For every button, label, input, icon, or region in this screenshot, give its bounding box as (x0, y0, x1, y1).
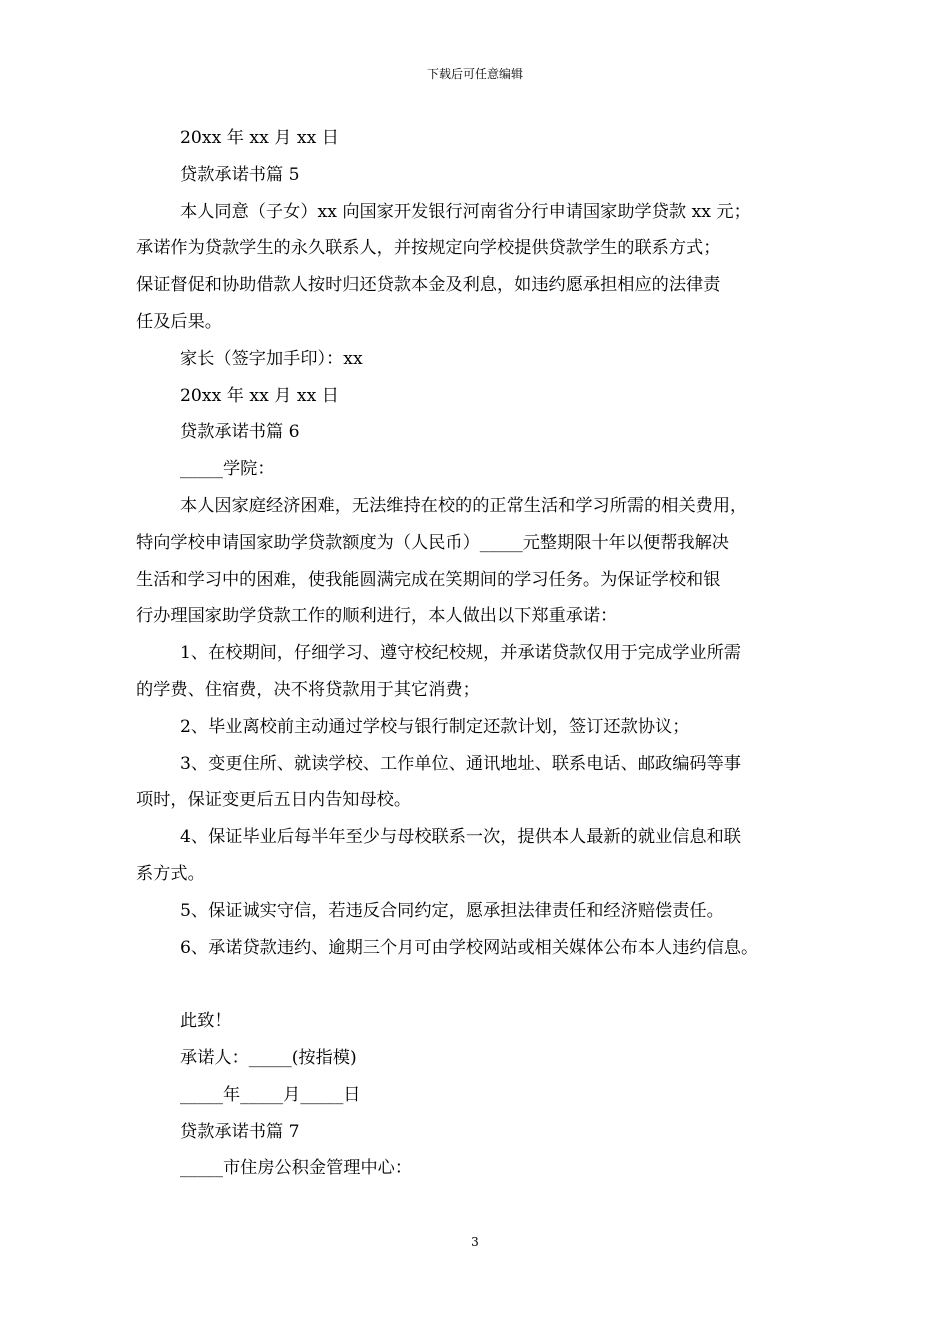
text-line: 生活和学习中的困难，使我能圆满完成在笑期间的学习任务。为保证学校和银 (136, 569, 721, 590)
text-line: 1、在校期间，仔细学习、遵守校纪校规，并承诺贷款仅用于完成学业所需 (180, 643, 741, 664)
text-line: 特向学校申请国家助学贷款额度为（人民币）_____元整期限十年以便帮我解决 (136, 532, 729, 553)
text-line: 本人因家庭经济困难，无法维持在校的的正常生活和学习所需的相关费用， (180, 495, 748, 516)
text-line: 任及后果。 (136, 311, 222, 332)
text-line: 6、承诺贷款违约、逾期三个月可由学校网站或相关媒体公布本人违约信息。 (180, 937, 759, 958)
text-line: 承诺作为贷款学生的永久联系人，并按规定向学校提供贷款学生的联系方式； (136, 238, 721, 259)
text-line: 此致！ (180, 1011, 232, 1032)
text-line: _____市住房公积金管理中心： (180, 1158, 413, 1179)
text-line: 贷款承诺书篇 7 (180, 1121, 300, 1142)
text-line: 3、变更住所、就读学校、工作单位、通讯地址、联系电话、邮政编码等事 (180, 753, 741, 774)
text-line: 5、保证诚实守信，若违反合同约定，愿承担法律责任和经济赔偿责任。 (180, 900, 724, 921)
text-line: 的学费、住宿费，决不将贷款用于其它消费； (136, 679, 480, 700)
blank-line (136, 966, 826, 1003)
text-line: 项时，保证变更后五日内告知母校。 (136, 790, 412, 811)
text-line: 保证督促和协助借款人按时归还贷款本金及利息，如违约愿承担相应的法律责 (136, 275, 721, 296)
text-line: 家长（签字加手印）：xx (180, 348, 363, 369)
text-line: 系方式。 (136, 863, 205, 884)
text-line: 4、保证毕业后每半年至少与母校联系一次，提供本人最新的就业信息和联 (180, 827, 741, 848)
page-number: 3 (471, 1235, 479, 1249)
text-line: _____学院： (180, 459, 275, 480)
text-line: 2、毕业离校前主动通过学校与银行制定还款计划，签订还款协议； (180, 716, 690, 737)
page-header: 下载后可任意编辑 (426, 67, 523, 81)
text-line: _____年_____月_____日 (180, 1084, 361, 1105)
text-line: 20xx 年 xx 月 xx 日 (180, 128, 339, 148)
document-body (136, 120, 826, 1187)
text-line: 贷款承诺书篇 5 (180, 164, 300, 185)
text-line: 承诺人：_____(按指模) (180, 1047, 357, 1068)
text-line: 20xx 年 xx 月 xx 日 (180, 385, 339, 406)
text-line: 本人同意（子女）xx 向国家开发银行河南省分行申请国家助学贷款 xx 元； (180, 201, 751, 222)
text-line: 贷款承诺书篇 6 (180, 422, 300, 443)
text-line: 行办理国家助学贷款工作的顺利进行，本人做出以下郑重承诺： (136, 606, 618, 627)
